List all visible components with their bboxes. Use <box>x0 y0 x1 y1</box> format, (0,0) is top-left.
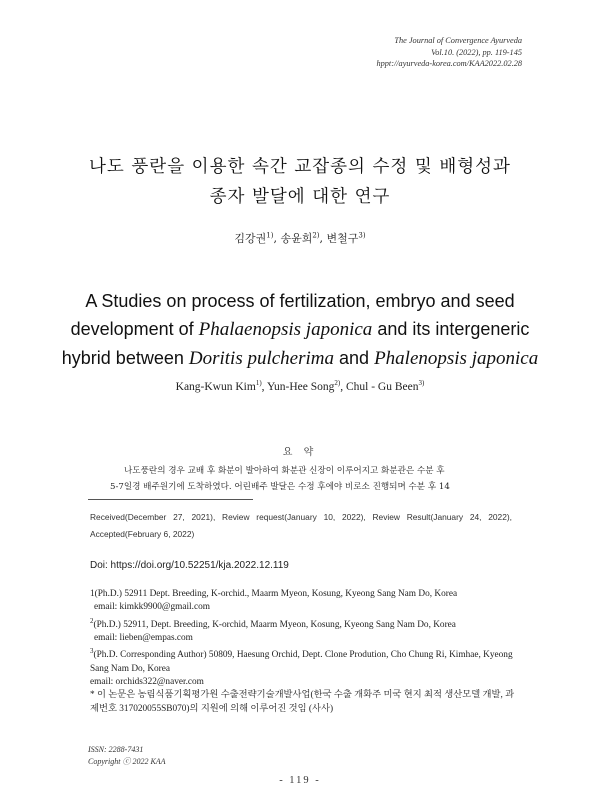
affiliation-3-email: email: orchids322@naver.com <box>90 676 204 687</box>
author-en-3: Chul - Gu Been <box>345 380 419 393</box>
issn: ISSN: 2288-7431 <box>88 745 144 754</box>
affiliation-3-sup: 3 <box>90 647 94 656</box>
author-en-3-sup: 3) <box>418 379 425 387</box>
english-title <box>0 287 600 373</box>
footnote-divider <box>88 499 253 500</box>
species-name: Doritis pulcherima <box>188 348 335 369</box>
copyright: Copyright ⓒ 2022 KAA <box>88 757 166 766</box>
author-kr-1: 김강권 <box>234 232 267 245</box>
affiliation-2-email: email: lieben@empas.com <box>94 632 193 643</box>
page-number: - 119 - <box>279 775 321 786</box>
english-title-line3 <box>0 344 600 373</box>
author-kr-3: 변철구 <box>326 232 359 245</box>
english-title-line1: A Studies on process of fertilization, embryo and seed <box>85 291 515 311</box>
title-text: and <box>334 348 375 368</box>
affiliation-1: 1(Ph.D.) 52911 Dept. Breeding, K-orchid., Maarm Myeon, Kosung, Kyeong Sang Nam Do, Korea <box>90 589 458 599</box>
korean-authors: 김강권$^{1)}$, 송윤희$^{2)}$, 변철구$^{3)}$ <box>234 231 366 245</box>
abstract-body <box>110 464 495 495</box>
author-en-1: Kang-Kwun Kim <box>175 380 256 393</box>
journal-volume: Vol.10. (2022), pp. 119-145 <box>431 47 522 57</box>
english-authors: Kang-Kwun Kim$^{1)}$, Yun-Hee Song$^{2)}$, Chul - Gu Been$^{3)}$ <box>175 379 425 393</box>
footer-info <box>88 744 166 768</box>
funding-note: * 이 논문은 농림식품기획평가원 수출전략기술개발사업(한국 수출 개화주 미국 현지 최적 생산모델 개발, 과제번호 317020055SB070)의 지원에 의해 이루어진 것임 (사사) <box>90 690 515 714</box>
doi-link[interactable]: Doi: https://doi.org/10.52251/kja.2022.12.119 <box>90 560 289 571</box>
journal-name: The Journal of Convergence Ayurveda <box>394 36 522 45</box>
received-dates: Received(December 27, 2021), Review request(January 10, 2022), Review Result(January 24, 2022), Accepted(February 6, 2022) <box>90 512 512 539</box>
journal-url: hppt://ayurveda-korea.com/KAA2022.02.28 <box>376 59 522 69</box>
author-kr-2: 송윤희 <box>280 232 313 245</box>
affiliation-2-text: (Ph.D.) 52911, Dept. Breeding, K-orchid, Maarm Myeon, Kosung, Kyeong Sang Nam Do, Korea <box>93 619 456 630</box>
korean-title <box>0 152 600 212</box>
species-name: Phalaenopsis japonica <box>198 319 373 340</box>
author-en-1-sup: 1) <box>255 379 262 387</box>
affiliation-2 <box>90 615 515 632</box>
affiliation-2-sup: 2 <box>90 616 94 625</box>
species-name: Phalenopsis japonica <box>374 348 539 369</box>
affiliation-3 <box>90 645 515 676</box>
abstract-line2: 5-7일경 배주원기에 도착하였다. 어린배주 발달은 수정 후에야 비로소 진행되며 수분 후 14 <box>110 481 450 492</box>
abstract-line1: 나도풍란의 경우 교배 후 화분이 발아하여 화분관 신장이 이루어지고 화분관은 수분 후 <box>124 466 445 476</box>
author-en-2-sup: 2) <box>334 379 341 387</box>
english-title-line2 <box>0 315 600 344</box>
affiliation-3-text: (Ph.D. Corresponding Author) 50809, Haesung Orchid, Dept. Clone Prodution, Cho Chung Ri, Kimhae, Kyeong Sang Nam Do, Korea <box>90 650 513 674</box>
affiliations <box>90 588 515 716</box>
korean-title-line2: 종자 발달에 대한 연구 <box>209 187 391 207</box>
author-en-2: Yun-Hee Song <box>266 380 335 393</box>
title-text: hybrid between <box>61 348 189 368</box>
title-text: and its intergeneric <box>372 319 530 339</box>
title-text: development of <box>70 319 199 339</box>
affiliation-1-email: email: kimkk9900@gmail.com <box>94 602 210 613</box>
author-kr-2-sup: 2) <box>312 231 320 240</box>
journal-header <box>376 35 522 70</box>
korean-title-line1: 나도 풍란을 이용한 속간 교잡종의 수정 및 배형성과 <box>89 157 511 177</box>
abstract-heading: 요 약 <box>282 447 318 458</box>
author-kr-3-sup: 3) <box>358 231 366 240</box>
author-kr-1-sup: 1) <box>266 231 274 240</box>
